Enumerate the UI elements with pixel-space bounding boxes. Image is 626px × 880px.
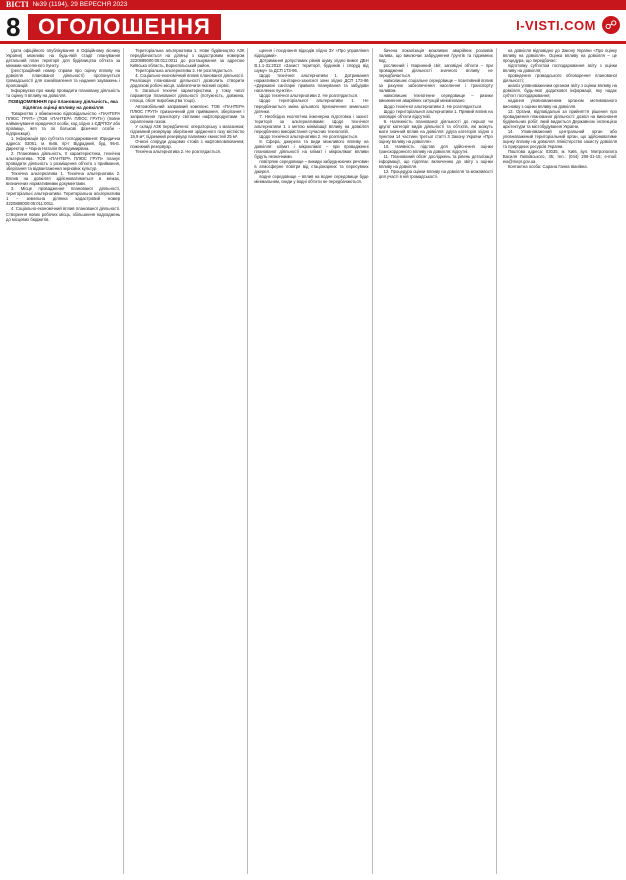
paragraph: проведення громадського обговорення планованої діяльності; [502, 73, 618, 84]
paragraph: Територіальна альтернатива 1. Нове будівництво АЗК передбачається на ділянці з кадастровим номером 3220889000:05:011:0011 до розташування за адресою Київська область, Бориспільський район. [130, 48, 245, 69]
paragraph: 5. Загальні технічні характеристики, у тому числі параметри планованої діяльності (потужність, довжина, площа, обсяг виробництва тощо). [130, 88, 245, 104]
paragraph: 10. Наявність підстав для здійснення оцінки транскордонного впливу на довкілля: відсутні. [378, 143, 493, 154]
paragraph: рослинний і тваринний світ, заповідні об'єкти – при провадженні діяльності значного впливу не передбачається. [378, 63, 493, 79]
article-columns [6, 48, 620, 874]
site-link[interactable]: I-VISTI.COM [516, 18, 596, 33]
paragraph: Технічна альтернатива 1. Технічна альтернатива 2. Вплив на довкілля здійснюватиметься в межах, визначених нормативними документами. [6, 171, 121, 187]
paragraph: 8. Сфера, джерела та види можливого впливу на довкілля: клімат і мікроклімат – при провадженні планованої діяльності на клімат і мікроклімат впливи будуть незначними. [254, 138, 369, 159]
paragraph: Товариство з обмеженою відповідальністю «ПАНТЕРА ПЛЮС ГРУП» (ТОВ «ПАНТЕРА ПЛЮС ГРУП») (повне найменування юридичної особи, код згідно з ЄДРПОУ або прізвище, ім'я та по батькові фізичної особи - підприємця). [6, 110, 121, 136]
paragraph: Щодо територіальної альтернативи 1. Прямий вплив на заповідні об'єкти відсутній. [378, 108, 493, 119]
paragraph: аналіз уповноваженим органом звіту з оцінки впливу на довкілля, будь-якої додаткової інформації, яку надає суб'єкт господарювання; [502, 83, 618, 99]
paragraph: надання уповноваженим органом мотивованого висновку з оцінки впливу на довкілля. [502, 98, 618, 109]
text-column [379, 48, 497, 874]
paragraph: навколишнє соціальне середовище – позитивний вплив за рахунок забезпечення населення і транспорту паливом. [378, 78, 493, 94]
paragraph: 1. Інформація про суб'єкта господарювання: Юридична адреса: 03061, м. Київ, пр-т Відрадний, буд. 95-Е. Директор – Чорна Наталія Володимирівна. [6, 135, 121, 151]
paragraph: 9. Належність планованої діяльності до першої чи другої категорії видів діяльності та об'єктів, які можуть мати значний вплив на довкілля: друга категорія згідно з пунктом 14 частини третьої статті 3 Закону України «Про оцінку впливу на довкілля». [378, 118, 493, 144]
text-column [6, 48, 124, 874]
page-header [0, 10, 626, 44]
paragraph: Щодо територіальної альтернативи 1. Не передбачається зміна цільового призначення земельної ділянки. [254, 98, 369, 114]
paragraph: 13. Органи, відповідальні за прийняття рішення про провадження планованої діяльності: дозвіл на виконання будівельних робіт, який видається Державною інспекцією архітектури та містобудування України. [502, 108, 618, 129]
paragraph: 3. Місце провадження планованої діяльності, територіальні альтернативи. Територіальна альтернатива 1 – земельна ділянка кадастровий номер 3220889000:05:011:0011. [6, 186, 121, 207]
paragraph: (дата офіційного опублікування в Офіційному віснику України) можливо на будь-якій стадії планування детальний план території для будівництва об'єкта за межами населеного пункту. [6, 48, 121, 69]
text-column [254, 48, 372, 874]
paragraph: Територіальна альтернатива 2. Не розглядається. [135, 68, 233, 74]
paragraph: щення і поєднання відходів згідно ЗУ «Про управління відходами». [254, 48, 369, 59]
paragraph: Автомобільний заправний комплекс ТОВ «ПАНТЕРА ПЛЮС ГРУП» призначений для приймання, зберігання і заправлення транспорту світлими нафтопродуктами та скрапленим газом. [130, 103, 245, 124]
paragraph: Поштова адреса: 03035, м. Київ, вул. Митрополита Василя Липківського, 35; тел.: (044) 206-31-15; e-mail: eia@mepr.gov.ua. [502, 148, 618, 165]
paragraph: Щодо технічної альтернативи 2. Не розглядається. [259, 133, 359, 139]
paragraph: Очисні споруди дощових стоків з нафтовловлювачем; пожежний резервуар. [130, 138, 245, 149]
paragraph: Щодо технічної альтернативи 2. Не розглядається. [259, 93, 359, 99]
paragraph: 2. Планована діяльність, її характеристика, технічна альтернатива. ТОВ «ПАНТЕРА ПЛЮС ГРУП» планує провадити діяльність з розміщення об'єкта з приймання, зберігання та відвантаження зернових культур. [6, 150, 121, 172]
section-title: ОГОЛОШЕННЯ [28, 14, 221, 40]
paragraph: навколишнє техногенне середовище – ризики виникнення аварійних ситуацій мінімізовано. [378, 93, 493, 104]
masthead-bar [0, 0, 626, 10]
paragraph: 11. Планований обсяг досліджень та рівень деталізації інформації, що підлягає включенню до звіту з оцінки впливу на довкілля. [378, 153, 493, 170]
paragraph: 4. Соціально-економічний вплив планованої діяльності. Реалізація планованої діяльності дозволить створити додаткові робочі місця, забезпечити якісний сервіс. [130, 73, 245, 89]
paragraph: 7. Необхідна екологічна інженерна підготовка і захист території за альтернативами: Щодо технічної альтернативи 1 з метою мінімізації впливу на довкілля передбачено використання сучасних технологій. [254, 113, 369, 134]
paragraph: У складі АЗК передбачено: операторську з магазином; підземний резервуар зберігання зрідженого газу місткістю 19,9 м³; підземний резервуар паливних ємностей 25 м³. [130, 123, 245, 139]
paragraph: підготовку суб'єктом господарювання звіту з оцінки впливу на довкілля; [502, 63, 618, 74]
issue-label: №39 (1194), 29 ВЕРЕСНЯ 2023 [32, 1, 128, 8]
paragraph: (реєстраційний номер справи про оцінку впливу на довкілля планованої діяльності) пропонується громадськості для ознайомлення та надання зауважень і пропозицій. [6, 68, 121, 89]
paragraph: Щодо технічної альтернативи 1. Дотримання нормативної санітарно-захисної зони згідно ДСП 173-96 «Державні санітарні правила планування та забудови населених пунктів». [254, 73, 369, 94]
paragraph: бачена локалізація можливих аварійних розливів палива, що виключає забруднення ґрунтів та підземних вод. [378, 48, 493, 64]
paragraph: на довкілля відповідно до Закону України «Про оцінку впливу на довкілля». Оцінка впливу на довкілля – це процедура, що передбачає: [502, 48, 618, 64]
paragraph: Дотримання допустимих рівнів шуму згідно вимог ДБН В.1.1-31:2013 «Захист території, будинків і споруд від шуму» та ДСП 173-96. [254, 58, 369, 74]
paragraph: Щодо технічної альтернативи 2. Не розглядається. [383, 103, 483, 109]
paragraph: Контактна особа: Сарана Ганна Іванівна. [507, 164, 588, 170]
paragraph: Технічна альтернатива 2. Не розглядається. [135, 148, 222, 154]
page-number: 8 [6, 12, 21, 42]
link-icon[interactable]: ☍ [602, 16, 620, 34]
masthead-brand: ВІСТІ [6, 0, 29, 9]
paragraph: 14. Уповноважений центральний орган або уповноважений територіальний орган, що здійснюватиме оцінку впливу на довкілля: Міністерство захисту довкілля та природних ресурсів України. [502, 128, 618, 149]
paragraph: Інформуємо про намір провадити плановану діяльність та оцінку її впливу на довкілля. [6, 88, 121, 99]
paragraph: водне середовище – вплив на водне середовище буде мінімальним, скиди у водні об'єкти не передбачаються. [254, 174, 369, 185]
paragraph: повітряне середовище – викиди забруднюючих речовин в атмосферне повітря від стаціонарних та пересувних джерел. [254, 159, 369, 175]
text-column [130, 48, 248, 874]
paragraph: 12. Процедура оцінки впливу на довкілля та можливості для участі в ній громадськості. [378, 169, 493, 180]
paragraph: 4. Соціально-економічний вплив планованої діяльності. Створення нових робочих місць, збільшення надходжень до місцевих бюджетів. [6, 206, 121, 222]
notice-heading: ПОВІДОМЛЕННЯ про плановану діяльність, яка підлягає оцінці впливу на довкілля [8, 99, 118, 110]
text-column [503, 48, 620, 874]
